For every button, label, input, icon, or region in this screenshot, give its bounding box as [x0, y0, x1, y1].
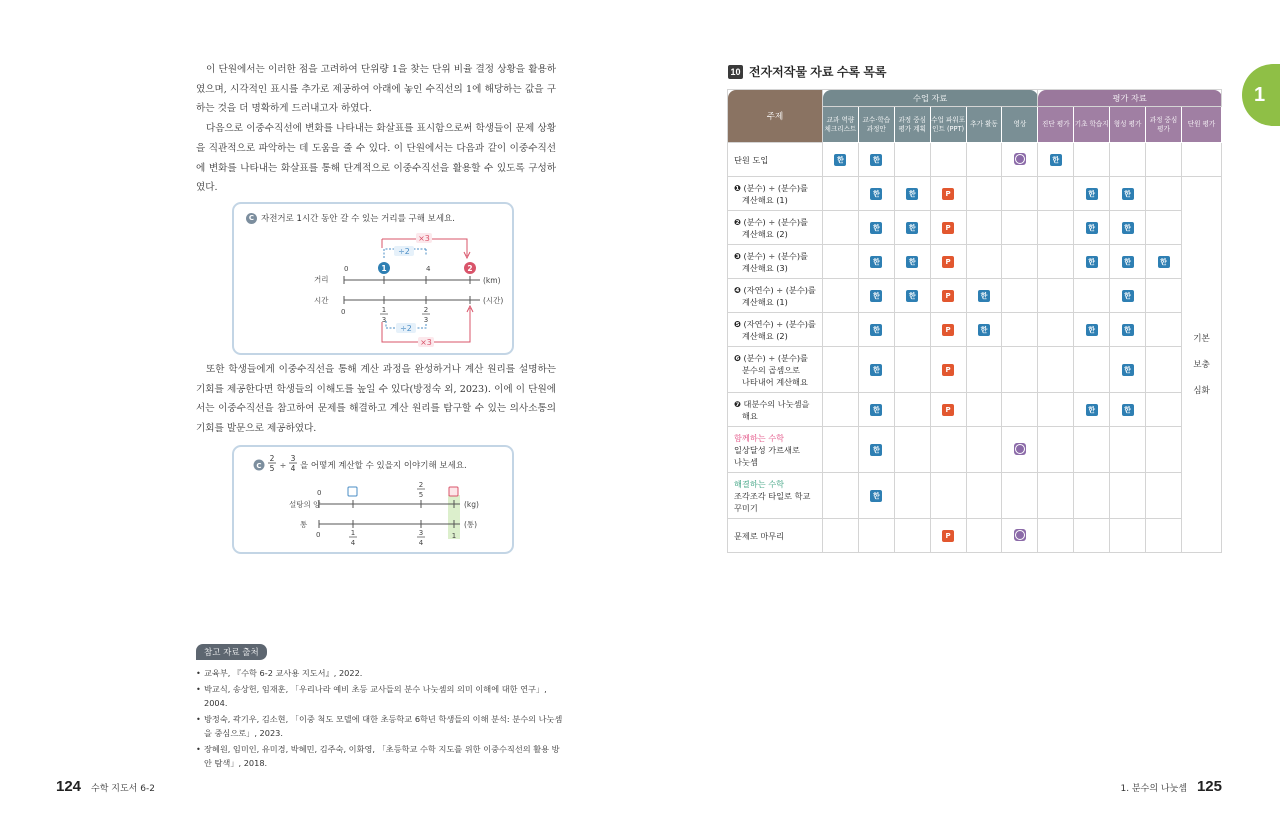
svg-text:C: C: [256, 462, 262, 470]
material-cell[interactable]: [930, 393, 966, 427]
material-cell[interactable]: [930, 519, 966, 553]
topic-text: 일상달성 가르새로: [734, 444, 800, 455]
document-icon[interactable]: 한: [906, 222, 918, 234]
material-cell[interactable]: [858, 279, 894, 313]
svg-text:5: 5: [269, 464, 275, 473]
topic-text: (분수) ÷ (분수)를: [743, 182, 808, 193]
reference-item: • 방정숙, 곽기우, 김소현, 「이중 척도 모델에 대한 초등학교 6학년 학생들의 이해 분석: 분수의 나눗셈을 중심으로」, 2023.: [196, 712, 566, 740]
material-cell[interactable]: [1038, 143, 1074, 177]
document-icon[interactable]: 한: [978, 324, 990, 336]
material-cell: [1110, 143, 1146, 177]
material-cell: [1146, 473, 1182, 519]
document-icon[interactable]: 한: [1158, 256, 1170, 268]
document-icon[interactable]: 한: [906, 188, 918, 200]
material-cell[interactable]: [858, 143, 894, 177]
table-row: [728, 279, 1222, 313]
material-cell: [966, 519, 1002, 553]
document-icon[interactable]: 한: [906, 256, 918, 268]
material-cell: [1110, 473, 1146, 519]
material-cell[interactable]: [930, 347, 966, 393]
topic-text: 대분수의 나눗셈을: [743, 398, 810, 409]
svg-text:1: 1: [350, 529, 356, 537]
video-icon[interactable]: [1014, 529, 1026, 541]
material-cell[interactable]: [1002, 519, 1038, 553]
topic-cell: [728, 393, 823, 427]
paragraph-2: 다음으로 이중수직선에 변화를 나타내는 화살표를 표시함으로써 학생들이 문제 상황을 직관적으로 파악하는 데 도움을 줄 수 있다. 이 단원에서는 다음과 같이 이중수직선에 변화를 나타내는 화살표를 통해 단계적으로 이중수직선을 활용할 수 있도록 구성하였다.: [196, 123, 557, 194]
material-cell[interactable]: [930, 211, 966, 245]
level-label: 보충: [1193, 359, 1210, 370]
document-icon[interactable]: 한: [834, 154, 846, 166]
svg-text:4: 4: [426, 265, 431, 273]
material-cell: [823, 211, 859, 245]
material-cell: [894, 473, 930, 519]
svg-text:3: 3: [290, 454, 296, 463]
svg-text:÷: ÷: [279, 461, 287, 470]
topic-text: (분수) ÷ (분수)를: [743, 216, 808, 227]
topic-text: 해요: [742, 410, 758, 421]
topic-cell: [728, 519, 823, 553]
material-cell[interactable]: [1110, 245, 1146, 279]
table-row: [728, 313, 1222, 347]
blank-box-blue: [348, 487, 357, 496]
topic-text: 계산해요 (2): [742, 228, 788, 239]
svg-text:2: 2: [269, 454, 275, 463]
material-cell[interactable]: [930, 245, 966, 279]
powerpoint-icon[interactable]: P: [942, 404, 954, 416]
lesson-number: ❶: [734, 182, 741, 193]
material-cell: [823, 313, 859, 347]
document-icon[interactable]: 한: [1122, 256, 1134, 268]
material-cell[interactable]: [1074, 313, 1110, 347]
material-cell: [1074, 519, 1110, 553]
material-cell: [930, 427, 966, 473]
top-mult-label: ×3: [418, 234, 430, 243]
document-icon[interactable]: 한: [1122, 324, 1134, 336]
references-section: [196, 640, 566, 772]
lesson-number: ❼: [734, 398, 741, 409]
sugar-label: 설탕의 양: [289, 500, 321, 509]
svg-text:1: 1: [451, 532, 457, 540]
table-row: [728, 347, 1222, 393]
topic-text: (분수) ÷ (분수)를: [743, 352, 808, 363]
col-lesson-plan: 교수·학습 과정안: [858, 107, 894, 143]
table-row: [728, 143, 1222, 177]
material-cell[interactable]: [1110, 177, 1146, 211]
material-cell: [1146, 279, 1182, 313]
time-label: 시간: [314, 296, 329, 305]
powerpoint-icon[interactable]: P: [942, 324, 954, 336]
document-icon[interactable]: 한: [1122, 188, 1134, 200]
topic-cell: [728, 177, 823, 211]
paragraph-1: 이 단원에서는 이러한 점을 고려하여 단위량 1을 찾는 단위 비율 결정 상황을 활용하였으며, 시각적인 표시를 추가로 제공하여 아래에 놓인 수직선의 1에 해당하는 값을 구하는 것을 더 명확하게 드러내고자 하였다.: [196, 64, 556, 115]
document-icon[interactable]: 한: [870, 444, 882, 456]
material-cell: [894, 143, 930, 177]
svg-text:5: 5: [418, 491, 424, 499]
lesson-number: ❸: [734, 250, 741, 261]
document-icon[interactable]: 한: [1086, 256, 1098, 268]
svg-text:2: 2: [423, 306, 429, 314]
activity-kind-label: 해결하는 수학: [734, 478, 785, 489]
material-cell[interactable]: [930, 279, 966, 313]
material-cell[interactable]: [1074, 177, 1110, 211]
svg-text:1: 1: [381, 264, 387, 273]
document-icon[interactable]: 한: [870, 290, 882, 302]
material-cell: [858, 519, 894, 553]
material-cell[interactable]: [1074, 393, 1110, 427]
document-icon[interactable]: 한: [1122, 222, 1134, 234]
svg-text:0: 0: [341, 308, 346, 316]
topic-text: 단원 도입: [734, 154, 769, 165]
bottom-div-label: ÷2: [400, 324, 412, 333]
blank-box-red: [449, 487, 458, 496]
container-label: 통: [300, 520, 308, 529]
references-title: 참고 자료 출처: [196, 644, 267, 660]
material-cell: [1146, 347, 1182, 393]
topic-text: 꾸미기: [734, 502, 758, 513]
document-icon[interactable]: 한: [870, 222, 882, 234]
unit-eval-levels: [1181, 177, 1221, 553]
activity-kind-label: 함께하는 수학: [734, 432, 785, 443]
class-materials-header: 수업 자료: [823, 90, 1038, 107]
table-row: [728, 519, 1222, 553]
book-title: 수학 지도서 6-2: [91, 784, 155, 794]
material-cell[interactable]: [894, 211, 930, 245]
document-icon[interactable]: 한: [1122, 290, 1134, 302]
material-cell: [1002, 279, 1038, 313]
material-cell[interactable]: [858, 347, 894, 393]
col-extra-activity: 추가 활동: [966, 107, 1002, 143]
material-cell: [966, 143, 1002, 177]
material-cell: [894, 313, 930, 347]
video-icon[interactable]: [1014, 153, 1026, 165]
svg-text:2: 2: [418, 481, 424, 489]
lesson-number: ❻: [734, 352, 741, 363]
material-cell: [1002, 347, 1038, 393]
material-cell: [1038, 177, 1074, 211]
reference-item: • 장혜원, 임미인, 유미경, 박혜민, 김주숙, 이화영, 「초등학교 수학 지도를 위한 이중수직선의 활용 방안 탐색」, 2018.: [196, 742, 566, 770]
material-cell: [1002, 211, 1038, 245]
powerpoint-icon[interactable]: P: [942, 222, 954, 234]
document-icon[interactable]: 한: [1086, 404, 1098, 416]
material-cell: [823, 347, 859, 393]
topic-cell: [728, 473, 823, 519]
col-basic-worksheet: 기초 학습지: [1074, 107, 1110, 143]
material-cell: [1038, 313, 1074, 347]
topic-text: 계산해요 (3): [742, 262, 788, 273]
material-cell[interactable]: [1074, 245, 1110, 279]
svg-text:4: 4: [350, 539, 356, 547]
top-div-label: ÷2: [398, 247, 410, 256]
document-icon[interactable]: 한: [1086, 222, 1098, 234]
material-cell: [1146, 211, 1182, 245]
references-list: [196, 666, 566, 770]
topic-text: 계산해요 (2): [742, 330, 788, 341]
figure-2-diagram: [234, 447, 516, 556]
material-cell: [1002, 393, 1038, 427]
material-cell[interactable]: [1110, 211, 1146, 245]
powerpoint-icon[interactable]: P: [942, 364, 954, 376]
topic-text: (자연수) ÷ (분수)를: [743, 318, 816, 329]
material-cell: [894, 519, 930, 553]
topic-text: (분수) ÷ (분수)를: [743, 250, 808, 261]
material-cell: [823, 427, 859, 473]
table-row: [728, 211, 1222, 245]
topic-text: 나타내어 계산해요: [742, 376, 808, 387]
material-cell[interactable]: [1002, 427, 1038, 473]
topic-cell: [728, 211, 823, 245]
page-number-left: 124: [56, 778, 82, 795]
document-icon[interactable]: 한: [978, 290, 990, 302]
svg-text:1: 1: [381, 306, 387, 314]
video-icon[interactable]: [1014, 443, 1026, 455]
material-cell[interactable]: [858, 427, 894, 473]
svg-text:0: 0: [316, 531, 321, 539]
table-row: [728, 427, 1222, 473]
material-cell: [1074, 279, 1110, 313]
bottom-mult-label: ×3: [420, 338, 432, 347]
section-number: 10: [728, 65, 743, 79]
document-icon[interactable]: 한: [1122, 364, 1134, 376]
material-cell[interactable]: [823, 143, 859, 177]
material-cell[interactable]: [1110, 279, 1146, 313]
table-row: [728, 177, 1222, 211]
material-cell: [823, 393, 859, 427]
material-cell: [1002, 473, 1038, 519]
material-cell[interactable]: [966, 279, 1002, 313]
chapter-tab[interactable]: 1: [1242, 64, 1280, 126]
left-footer: [56, 778, 155, 795]
figure-1-diagram: [234, 204, 516, 357]
col-video: 영상: [1002, 107, 1038, 143]
topic-text: 문제로 마무리: [734, 530, 785, 541]
material-cell[interactable]: [858, 211, 894, 245]
svg-text:0: 0: [344, 265, 349, 273]
topic-cell: [728, 279, 823, 313]
svg-text:4: 4: [290, 464, 296, 473]
material-cell[interactable]: [858, 393, 894, 427]
material-cell: [966, 211, 1002, 245]
document-icon[interactable]: 한: [870, 490, 882, 502]
material-cell[interactable]: [858, 177, 894, 211]
svg-text:(kg): (kg): [464, 500, 479, 509]
svg-text:4: 4: [418, 539, 424, 547]
material-cell[interactable]: [1002, 143, 1038, 177]
material-cell[interactable]: [858, 245, 894, 279]
material-cell: [894, 427, 930, 473]
reference-item: • 박교식, 송상헌, 임재훈, 「우리나라 예비 초등 교사들의 분수 나눗셈의 의미 이해에 대한 연구」, 2004.: [196, 682, 566, 710]
material-cell: [1146, 427, 1182, 473]
svg-text:(시간): (시간): [483, 296, 504, 305]
svg-text:3: 3: [381, 316, 387, 324]
material-cell: [1181, 143, 1221, 177]
document-icon[interactable]: 한: [870, 256, 882, 268]
powerpoint-icon[interactable]: P: [942, 256, 954, 268]
document-icon[interactable]: 한: [870, 364, 882, 376]
material-cell: [1038, 279, 1074, 313]
material-cell: [1038, 427, 1074, 473]
figure-1-question-text: 자전거로 1시간 동안 갈 수 있는 거리를 구해 보세요.: [261, 214, 455, 224]
powerpoint-icon[interactable]: P: [942, 290, 954, 302]
material-cell: [823, 279, 859, 313]
material-cell[interactable]: [1074, 211, 1110, 245]
document-icon[interactable]: 한: [870, 324, 882, 336]
double-number-line-figure-1: [232, 202, 514, 355]
svg-text:0: 0: [317, 489, 322, 497]
chapter-title: 1. 분수의 나눗셈: [1120, 784, 1187, 794]
material-cell[interactable]: [858, 313, 894, 347]
material-cell: [823, 519, 859, 553]
lesson-number: ❹: [734, 284, 741, 295]
level-label: 기본: [1193, 333, 1210, 344]
col-formative-eval: 형성 평가: [1110, 107, 1146, 143]
material-cell: [1002, 245, 1038, 279]
material-cell[interactable]: [1110, 347, 1146, 393]
material-cell: [823, 177, 859, 211]
material-cell: [1074, 143, 1110, 177]
col-competency-checklist: 교과 역량 체크리스트: [823, 107, 859, 143]
material-cell: [1002, 313, 1038, 347]
material-cell[interactable]: [894, 245, 930, 279]
right-footer: [1120, 778, 1222, 795]
paragraph-3: 또한 학생들에게 이중수직선을 통해 계산 과정을 완성하거나 계산 원리를 설명하는 기회를 제공한다면 학생들의 이해도를 높일 수 있다(방정숙 외, 2023). 이에 이 단원에서는 이중수직선을 참고하여 문제를 해결하고 계산 원리를 탐구할 수 있는 의사소통의 기회를 발문으로 제공하였다.: [196, 364, 556, 435]
material-cell: [930, 143, 966, 177]
svg-text:(통): (통): [464, 520, 478, 529]
material-cell[interactable]: [966, 313, 1002, 347]
col-unit-eval: 단원 평가: [1181, 107, 1221, 143]
middle-paragraph: [196, 360, 556, 439]
material-cell: [894, 393, 930, 427]
material-cell: [823, 245, 859, 279]
svg-text:2: 2: [467, 264, 473, 273]
topic-cell: [728, 427, 823, 473]
powerpoint-icon[interactable]: P: [942, 530, 954, 542]
material-list-table: [727, 89, 1222, 553]
material-cell: [1038, 211, 1074, 245]
evaluation-materials-header: 평가 자료: [1038, 90, 1222, 107]
col-process-eval-plan: 과정 중심 평가 계획: [894, 107, 930, 143]
material-cell: [823, 473, 859, 519]
topic-cell: [728, 143, 823, 177]
lesson-number: ❷: [734, 216, 741, 227]
document-icon[interactable]: 한: [870, 188, 882, 200]
material-cell: [1074, 427, 1110, 473]
right-page: [640, 0, 1280, 820]
material-cell[interactable]: [930, 313, 966, 347]
table-row: [728, 393, 1222, 427]
intro-paragraphs: [196, 60, 556, 198]
material-cell: [966, 245, 1002, 279]
document-icon[interactable]: 한: [1086, 324, 1098, 336]
topic-text: 조각조각 타일로 학교: [734, 490, 811, 501]
document-icon[interactable]: 한: [906, 290, 918, 302]
material-cell: [1038, 347, 1074, 393]
document-icon[interactable]: 한: [1086, 188, 1098, 200]
document-icon[interactable]: 한: [1050, 154, 1062, 166]
section-title-text: 전자저작물 자료 수록 목록: [749, 65, 887, 79]
document-icon[interactable]: 한: [870, 154, 882, 166]
material-cell: [930, 473, 966, 519]
material-cell: [966, 393, 1002, 427]
material-cell: [894, 347, 930, 393]
topic-text: 계산해요 (1): [742, 194, 788, 205]
topic-text: 분수의 곱셈으로: [742, 364, 800, 375]
svg-text:(km): (km): [483, 276, 501, 285]
material-cell: [1146, 519, 1182, 553]
material-cell: [1146, 393, 1182, 427]
material-cell: [1038, 245, 1074, 279]
reference-item: • 교육부, 『수학 6-2 교사용 지도서』, 2022.: [196, 666, 566, 680]
page-number-right: 125: [1196, 778, 1222, 795]
topic-text: 나눗셈: [734, 456, 758, 467]
material-cell: [1146, 313, 1182, 347]
level-label: 심화: [1193, 385, 1210, 396]
material-cell: [1038, 473, 1074, 519]
material-cell[interactable]: [894, 279, 930, 313]
col-powerpoint: 수업 파워포인트 (PPT): [930, 107, 966, 143]
material-cell: [1146, 177, 1182, 211]
svg-text:3: 3: [418, 529, 424, 537]
topic-header: 주제: [728, 90, 823, 143]
table-row: [728, 473, 1222, 519]
double-number-line-figure-2: [232, 445, 514, 554]
material-cell[interactable]: [1110, 313, 1146, 347]
document-icon[interactable]: 한: [1122, 404, 1134, 416]
topic-cell: [728, 313, 823, 347]
document-icon[interactable]: 한: [870, 404, 882, 416]
material-cell[interactable]: [1110, 393, 1146, 427]
material-cell[interactable]: [894, 177, 930, 211]
section-title: [728, 63, 887, 80]
material-cell: [1110, 519, 1146, 553]
col-process-eval: 과정 중심 평가: [1146, 107, 1182, 143]
material-cell: [1074, 473, 1110, 519]
material-cell[interactable]: [858, 473, 894, 519]
col-diagnostic-eval: 진단 평가: [1038, 107, 1074, 143]
material-cell[interactable]: [1146, 245, 1182, 279]
figure-2-question-text: 을 어떻게 계산할 수 있을지 이야기해 보세요.: [300, 461, 467, 471]
lesson-number: ❺: [734, 318, 741, 329]
material-cell: [966, 347, 1002, 393]
material-cell[interactable]: [930, 177, 966, 211]
material-cell: [1038, 519, 1074, 553]
topic-text: (자연수) ÷ (분수)를: [743, 284, 816, 295]
material-cell: [1002, 177, 1038, 211]
material-cell: [966, 427, 1002, 473]
material-cell: [1038, 393, 1074, 427]
svg-text:3: 3: [423, 316, 429, 324]
material-cell: [966, 177, 1002, 211]
distance-label: 거리: [314, 275, 329, 284]
material-cell: [1146, 143, 1182, 177]
table-row: [728, 245, 1222, 279]
question-icon: C: [246, 213, 257, 224]
material-cell: [1110, 427, 1146, 473]
table-body: [728, 143, 1222, 553]
material-cell: [1074, 347, 1110, 393]
material-cell: [966, 473, 1002, 519]
powerpoint-icon[interactable]: P: [942, 188, 954, 200]
topic-cell: [728, 347, 823, 393]
topic-text: 계산해요 (1): [742, 296, 788, 307]
topic-cell: [728, 245, 823, 279]
